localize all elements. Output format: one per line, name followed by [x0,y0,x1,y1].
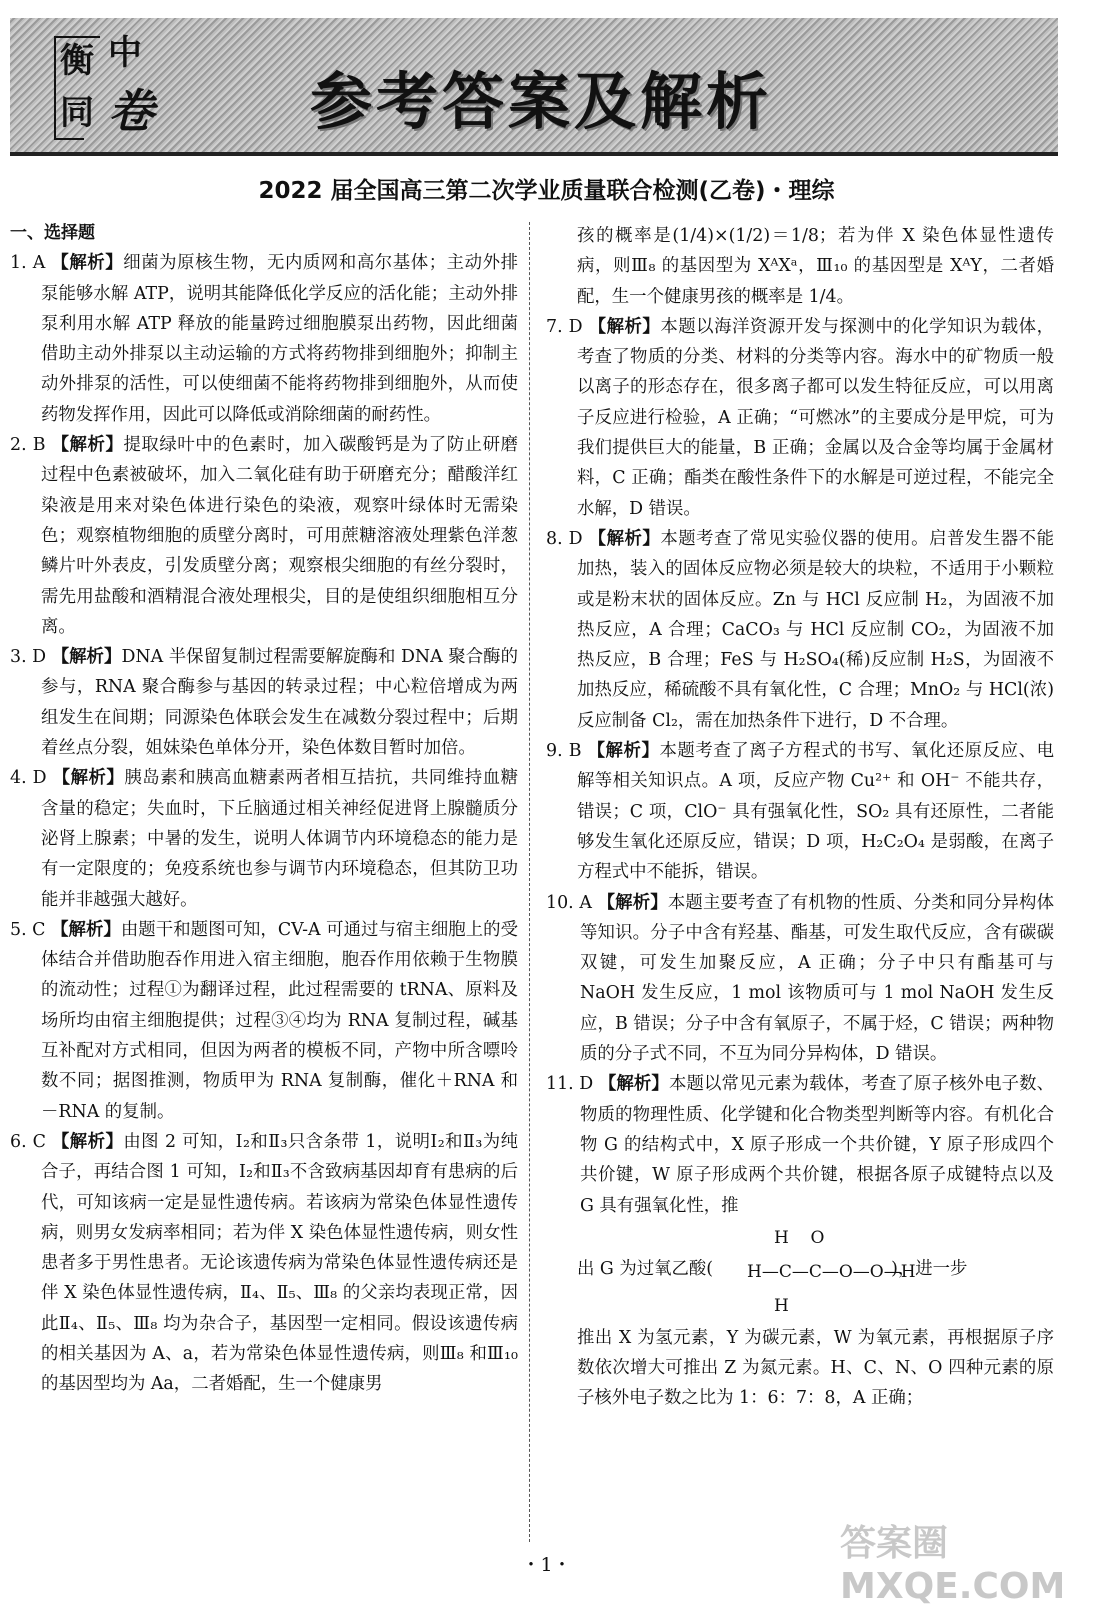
answer-item-11-continued: 推出 X 为氢元素，Y 为碳元素，W 为氧元素，再根据原子序数依次增大可推出 Z 为氮元素。H、C、N、O 四种元素的原子核外电子数之比为 1：6：7：8，A 正确； [577,1327,1054,1409]
answer-item-1: 1. A 【解析】细菌为原核生物，无内质网和高尔基体；主动外排泵能够水解 ATP，说明其能降低化学反应的活化能；主动外排泵利用水解 ATP 释放的能量跨过细胞膜泵出药物，因此细菌借助主动外排泵以主动运输的方式将药物排到细胞外；抑制主动外排泵的活性，可以使细菌不能将药物排到细胞外，从而使药物发挥作用，因此可以降低或消除细菌的耐药性。 [10,253,518,425]
structural-formula [577,1221,1054,1323]
logo-char-4: 卷 [108,84,154,138]
answer-item-4: 4. D 【解析】胰岛素和胰高血糖素两者相互拮抗，共同维持血糖含量的稳定；失血时，下丘脑通过相关神经促进肾上腺髓质分泌肾上腺素；中暑的发生，说明人体调节内环境稳态的能力是有一定限度的；免疫系统也参与调节内环境稳态，但其防卫功能并非越强大越好。 [10,768,518,910]
answer-item-6: 6. C 【解析】由图 2 可知，Ⅰ₂和Ⅱ₃只含条带 1，说明Ⅰ₂和Ⅱ₃为纯合子，再结合图 1 可知，Ⅰ₂和Ⅱ₃不含致病基因却育有患病的后代，可知该病一定是显性遗传病。若该病为常染色体显性遗传病，则男女发病率相同；若为伴 X 染色体显性遗传病，则女性患者多于男性患者。无论该遗传病为常染色体显性遗传病还是伴 X 染色体显性遗传病，Ⅱ₄、Ⅱ₅、Ⅲ₈ 的父亲均表现正常，因此Ⅱ₄、Ⅱ₅、Ⅲ₈ 均为杂合子，基因型一定相同。假设该遗传病的相关基因为 A、a，若为常染色体显性遗传病，则Ⅲ₈ 和Ⅲ₁₀ 的基因型均为 Aa，二者婚配，生一个健康男 [10,1131,518,1395]
answer-item-9: 9. B 【解析】本题考查了离子方程式的书写、氧化还原反应、电解等相关知识点。A 项，反应产物 Cu²⁺ 和 OH⁻ 不能共存，错误；C 项，ClO⁻ 具有强氧化性，SO₂ 具有还原性，二者能够发生氧化还原反应，错误；D 项，H₂C₂O₄ 是弱酸，在离子方程式中不能拆，错误。 [546,741,1054,883]
logo-char-1: 衡 [60,41,94,81]
logo-char-3: 同 [60,93,94,133]
answer-item-2: 2. B 【解析】提取绿叶中的色素时，加入碳酸钙是为了防止研磨过程中色素被破坏，加入二氧化硅有助于研磨充分；醋酸洋红染液是用来对染色体进行染色的染液，观察叶绿体时无需染色；观察植物细胞的质壁分离时，可用蔗糖溶液处理紫色洋葱鳞片叶外表皮，引发质壁分离；观察根尖细胞的有丝分裂时，需先用盐酸和酒精混合液处理根尖，目的是使组织细胞相互分离。 [10,435,518,637]
answer-item-6-continued: 孩的概率是(1/4)×(1/2)＝1/8；若为伴 X 染色体显性遗传病，则Ⅲ₈ 的基因型为 XᴬXᵃ，Ⅲ₁₀ 的基因型是 XᴬY，二者婚配，生一个健康男孩的概率是 1/4。 [577,226,1054,307]
formula-lead-text: 出 G 为过氧乙酸( )，进一步 [577,1258,968,1279]
answer-item-8: 8. D 【解析】本题考查了常见实验仪器的使用。启普发生器不能加热，装入的固体反应物必须是较大的块粒，不适用于小颗粒或是粉末状的固体反应。Zn 与 HCl 反应制 H₂，为固液不加热反应，A 合理；CaCO₃ 与 HCl 反应制 CO₂，为固液不加热反应，B 合理；FeS 与 H₂SO₄(稀)反应制 H₂S，为固液不加热反应，稀硫酸不具有氧化性，C 合理；MnO₂ 与 HCl(浓)反应制备 Cl₂，需在加热条件下进行，D 不合理。 [546,528,1054,731]
watermark-logo: 答案圈 MXQE.COM [840,1523,1066,1607]
section-title: 一、选择题 [10,223,95,243]
logo [48,30,188,148]
answer-item-3: 3. D 【解析】DNA 半保留复制过程需要解旋酶和 DNA 聚合酶的参与，RNA 聚合酶参与基因的转录过程；中心粒倍增成为两组发生在间期；同源染色体联会发生在减数分裂过程中；后期着丝点分裂，姐妹染色单体分开，染色体数目暂时加倍。 [10,647,518,759]
document-title: 2022 届全国高三第二次学业质量联合检测(乙卷)・理综 [258,178,835,204]
peracetic-acid-structure: H O H—C—C—O—O—H H [747,1227,916,1316]
answer-item-5: 5. C 【解析】由题干和题图可知，CV-A 可通过与宿主细胞上的受体结合并借助胞吞作用进入宿主细胞，胞吞作用依赖于生物膜的流动性；过程①为翻译过程，此过程需要的 tRNA、原料及场所均由宿主细胞提供；过程③④均为 RNA 复制过程，碱基互补配对方式相同，但因为两者的模板不同，产物中所含嘌呤数不同；据图推测，物质甲为 RNA 复制酶，催化＋RNA 和－RNA 的复制。 [10,919,518,1122]
header-banner [10,18,1058,156]
right-column [546,221,1054,1414]
left-column [10,218,518,1400]
banner-title: 参考答案及解析 [310,65,773,138]
logo-char-2: 中 [108,33,142,73]
answer-item-11: 11. D 【解析】本题以常见元素为载体，考查了原子核外电子数、物质的物理性质、化学键和化合物类型判断等内容。有机化合物 G 的结构式中，X 原子形成一个共价键，Y 原子形成四个共价键，W 原子形成两个共价键，根据各原子成键特点以及 G 具有强氧化性，推 [546,1074,1054,1216]
answer-item-10: 10. A 【解析】本题主要考查了有机物的性质、分类和同分异构体等知识。分子中含有羟基、酯基，可发生取代反应，含有碳碳双键，可发生加聚反应，A 正确；分子中只有酯基可与 NaOH 发生反应，1 mol 该物质可与 1 mol NaOH 发生反应，B 错误；分子中含有氧原子，不属于烃，C 错误；两种物质的分子式不同，不互为同分异构体，D 错误。 [546,892,1054,1065]
page-number: ・1・ [521,1554,572,1576]
column-divider [529,222,530,1542]
answer-item-7: 7. D 【解析】本题以海洋资源开发与探测中的化学知识为载体，考查了物质的分类、材料的分类等内容。海水中的矿物质一般以离子的形态存在，很多离子都可以发生特征反应，可以用离子反应进行检验，A 正确；“可燃冰”的主要成分是甲烷，可为我们提供巨大的能量，B 正确；金属以及合金等均属于金属材料，C 正确；酯类在酸性条件下的水解是可逆过程，不能完全水解，D 错误。 [546,316,1054,519]
